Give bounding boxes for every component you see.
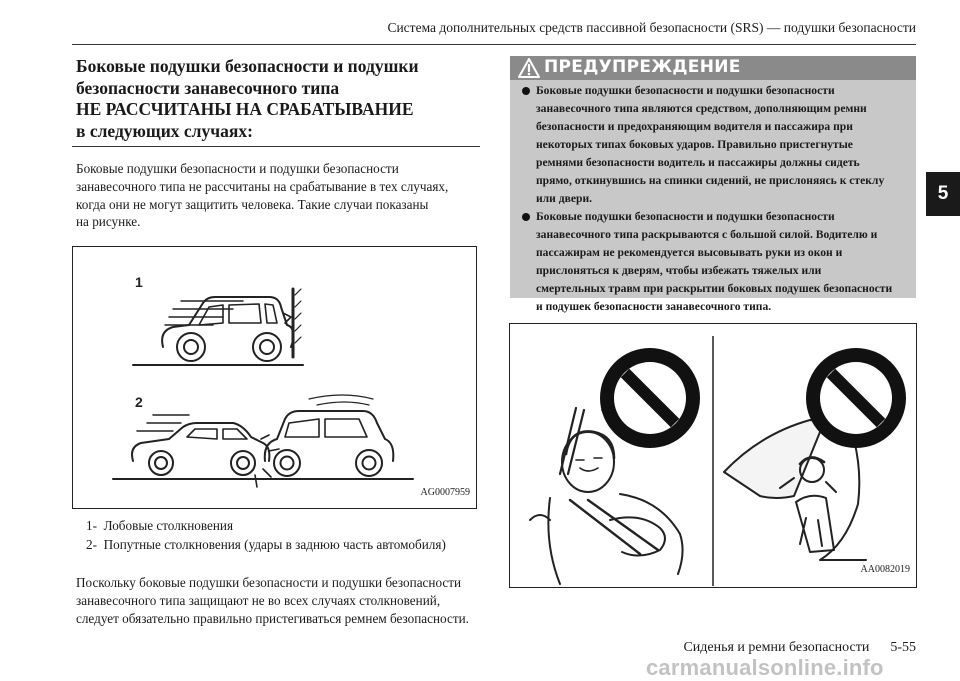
warning-line: занавесочного типа раскрываются с большой силой. Водителю и [536,228,878,241]
warning-item [518,82,912,208]
page-number: 5-55 [890,640,916,655]
figure-code: AA0082019 [860,564,910,575]
warning-line: или двери. [536,192,593,205]
conclusion-line: занавесочного типа защищают не во всех случаях столкновений, [76,592,441,608]
header-divider [72,44,916,45]
legend-text: Попутные столкновения (удары в заднюю часть автомобиля) [103,536,446,552]
conclusion-line: следует обязательно правильно пристегиваться ремнем безопасности. [76,610,469,626]
figure-legend [86,517,486,554]
conclusion-line: Поскольку боковые подушки безопасности и подушки безопасности [76,575,462,590]
warning-line: безопасности и предохраняющим водителя и пассажира при [536,120,853,133]
heading-line: НЕ РАССЧИТАНЫ НА СРАБАТЫВАНИЕ [76,99,414,119]
conclusion-paragraph [76,574,486,627]
scene-2-label: 2 [135,394,143,410]
warning-line: прямо, откинувшись на спинки сидений, не прислоняясь к стеклу [536,174,885,187]
legend-text: Лобовые столкновения [103,518,234,533]
warning-header [510,56,916,80]
warning-line: прислоняться к дверям, чтобы избежать тяжелых или [536,264,822,277]
section-heading [76,56,478,142]
page-footer [640,640,916,656]
warning-line: смертельных травм при раскрытии боковых подушек безопасности [536,282,893,295]
intro-paragraph [76,160,480,231]
warning-line: занавесочного типа являются средством, дополняющим ремни [536,102,867,115]
prohibition-icon [806,348,906,448]
warning-line: некоторых типах боковых ударов. Правильно пристегнутые [536,138,853,151]
warning-title: ПРЕДУПРЕЖДЕНИЕ [544,57,741,77]
warning-line: и подушек безопасности занавесочного типа. [536,300,772,313]
intro-line: занавесочного типа не рассчитаны на срабатывание в тех случаях, [76,178,449,194]
legend-number: 2- [86,536,97,552]
heading-line: Боковые подушки безопасности и подушки [76,56,419,76]
chapter-tab: 5 [926,172,960,216]
page-header-title: Система дополнительных средств пассивной безопасности (SRS) — подушки безопасности [387,20,916,35]
collision-illustration [73,247,475,507]
warning-list [518,82,912,316]
legend-number: 1- [86,518,97,533]
intro-line: Боковые подушки безопасности и подушки безопасности [76,161,399,176]
warning-item [518,208,912,316]
heading-divider [72,146,480,147]
bullet-icon [522,213,530,221]
intro-line: когда они не могут защитить человека. Такие случаи показаны [76,196,429,212]
warning-triangle-icon [518,58,540,78]
legend-item [86,517,486,536]
watermark: carmanualsonline.info [646,655,884,680]
bullet-icon [522,87,530,95]
legend-item [86,536,486,555]
warning-line: Боковые подушки безопасности и подушки безопасности [536,84,835,97]
heading-line: безопасности занавесочного типа [76,77,340,98]
warning-line: пассажирам не рекомендуется высовывать руки из окон и [536,246,843,259]
warning-line: ремнями безопасности водитель и пассажиры должны сидеть [536,156,860,169]
footer-section: Сиденья и ремни безопасности [683,640,870,655]
warning-box [510,56,916,313]
prohibited-posture-illustration [510,324,915,586]
figure-code: AG0007959 [420,487,470,498]
warning-line: Боковые подушки безопасности и подушки безопасности [536,210,835,223]
scene-1-label: 1 [135,274,143,290]
prohibited-posture-figure [509,323,917,588]
heading-line: в следующих случаях: [76,120,253,141]
collision-figure [72,246,477,509]
prohibition-icon [600,348,700,448]
intro-line: на рисунке. [76,214,141,230]
